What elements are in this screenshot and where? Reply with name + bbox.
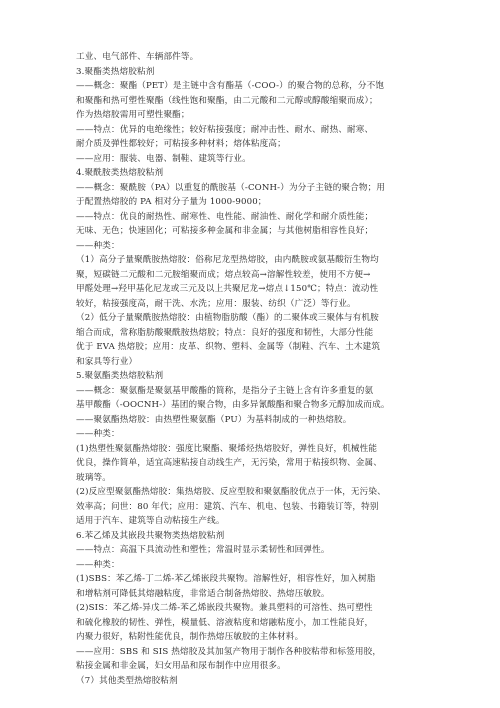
- text-line: 作为热熔胶需用可塑性聚酯；: [76, 110, 190, 120]
- text-line: ——应用：SBS 和 SIS 热熔胶及其加氢产物用于制作各种胶粘带和标签用胶，: [76, 646, 382, 657]
- text-line: (2)SIS：苯乙烯-异戊二烯-苯乙烯嵌段共聚物。兼具塑料的可溶性、热可塑性: [76, 603, 373, 613]
- text-line: 和增粘剂可降低其熔融粘度，非常适合制备热熔胶、热熔压敏胶。: [76, 588, 330, 599]
- text-line: 粘接金属和非金属，妇女用品和尿布制作中应用很多。: [76, 661, 286, 671]
- text-line: 于配置热熔胶的 PA 相对分子量为 1000-9000；: [76, 197, 267, 207]
- text-line: 聚，短碳链二元酸和二元胺缩聚而成；熔点较高→溶解性较差，使用不方便→: [76, 269, 371, 280]
- text-line: ——概念：聚氨酯是聚氨基甲酸酯的简称，是指分子主链上含有许多重复的氨: [76, 385, 374, 396]
- text-line: (2)反应型聚氨酯热熔胶：集热熔胶、反应型胶和聚氨酯胶优点于一体，无污染、: [76, 487, 386, 497]
- text-line: 耐介质及弹性都较好；可粘接多种材料；熔体粘度高；: [76, 139, 286, 149]
- text-line: 较好，粘接强度高，耐干洗、水洗；应用：服装、纺织（广泛）等行业。: [76, 298, 356, 309]
- text-line: ——种类：: [76, 559, 120, 570]
- text-line: (1)热塑性聚氨酯热熔胶：强度比聚酯、聚烯烃热熔胶好，弹性良好，机械性能: [76, 443, 378, 454]
- text-line: 玻璃等。: [76, 472, 111, 483]
- section-heading-styrene: 6.苯乙烯及其嵌段共聚物类热熔胶粘剂: [76, 530, 225, 541]
- text-line: 甲醛处理→羟甲基化尼龙或三元及以上共聚尼龙→熔点↓150℃；特点：流动性: [76, 284, 379, 294]
- text-line: 适用于汽车、建筑等自动粘接生产线。: [76, 516, 225, 526]
- text-line: 基甲酸酯（-OOCNH-）基团的聚合物，由多异氰酸酯和聚合物多元醇加成而成。: [76, 400, 390, 410]
- text-line: ——特点：优异的电绝缘性；较好粘接强度；耐冲击性、耐水、耐热、耐寒、: [76, 124, 374, 135]
- text-line: 缩合而成，常称脂肪酸聚酰胺热熔胶；特点：良好的强度和韧性，大部分性能: [76, 327, 374, 338]
- section-heading-polyester: 3.聚酯类热熔胶粘剂: [76, 66, 155, 77]
- text-line: 无味、无色；快速固化；可粘接多种金属和非金属；与其他树脂相容性良好；: [76, 226, 374, 236]
- text-line: 优良，操作简单，适宜高速粘接自动线生产，无污染，常用于粘接织物、金属、: [76, 458, 383, 468]
- text-line: (1)SBS：苯乙烯-丁二烯-苯乙烯嵌段共聚物。溶解性好，相容性好，加入树脂: [76, 574, 376, 584]
- text-line: ——特点：优良的耐热性、耐寒性、电性能、耐油性、耐化学和耐介质性能；: [76, 211, 374, 222]
- section-heading-other: （7）其他类型热熔胶粘剂: [76, 675, 178, 686]
- text-line: 和家具等行业）: [76, 356, 138, 367]
- text-line: ——概念：聚酯（PET）是主链中含有酯基（-COO-）的聚合物的总称，分不饱: [76, 81, 385, 91]
- text-line: ——应用：服装、电器、制鞋、建筑等行业。: [76, 153, 251, 164]
- text-line: ——种类：: [76, 429, 120, 439]
- text-line: 效率高；问世：80 年代；应用：建筑、汽车、机电、包装、书籍装订等，特别: [76, 501, 379, 512]
- text-line: 优于 EVA 热熔胶；应用：皮革、织物、塑料、金属等（制鞋、汽车、土木建筑: [76, 342, 381, 352]
- text-line: （2）低分子量聚酰胺热熔胶：由植物脂肪酸（酯）的二聚体或三聚体与有机胺: [76, 313, 379, 323]
- text-line: 和硫化橡胶的韧性、弹性，模量低、溶液粘度和熔融粘度小，加工性能良好，: [76, 617, 374, 628]
- text-line: 工业、电气部件、车辆部件等。: [76, 52, 199, 62]
- text-line: ——概念：聚酰胺（PA）以重复的酰胺基（-CONH-）为分子主链的聚合物；用: [76, 182, 386, 193]
- text-line: ——种类：: [76, 240, 120, 251]
- section-heading-polyamide: 4.聚酰胺类热熔胶粘剂: [76, 168, 164, 178]
- text-line: （1）高分子量聚酰胺热熔胶：俗称尼龙型热熔胶，由内酰胺或氨基酸衍生物均: [76, 255, 379, 265]
- section-heading-polyurethane: 5.聚氨酯类热熔胶粘剂: [76, 371, 164, 381]
- text-line: 和聚酯和热可塑性聚酯（线性饱和聚酯，由二元酸和二元醇或醇酸缩聚而成）；: [76, 95, 378, 106]
- text-line: 内聚力很好，粘附性能优良，制作热熔压敏胶的主体材料。: [76, 632, 304, 642]
- text-line: ——特点：高温下具流动性和塑性；常温时显示柔韧性和回弹性。: [76, 545, 330, 555]
- text-line: ——聚氨酯热熔胶：由热塑性聚氨酯（PU）为基料制成的一种热熔胶。: [76, 414, 352, 425]
- document-body: [76, 50, 426, 688]
